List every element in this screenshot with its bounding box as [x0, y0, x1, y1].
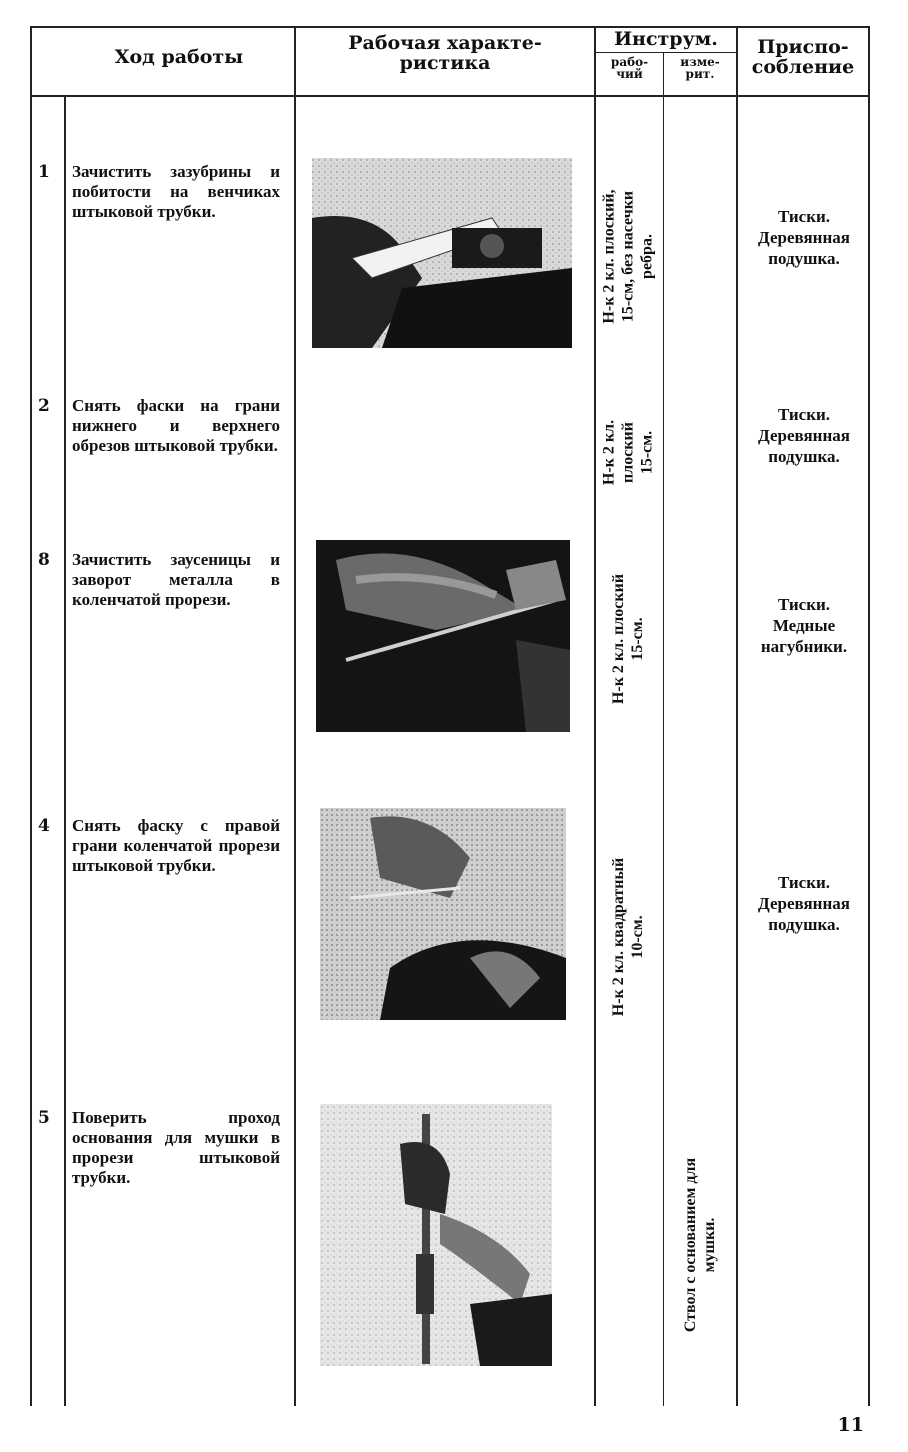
table-top-border	[30, 26, 870, 28]
row-1-photo	[312, 158, 572, 348]
header-instrument-measuring: измe- рит.	[680, 55, 720, 81]
row-2-description: Снять фаски на грани нижнего и верхнего обрезов штыковой трубки.	[72, 396, 280, 455]
header-bottom-border	[30, 95, 870, 97]
header-fixture: Приспо- собление	[751, 36, 855, 78]
header-instrument-working: рабо- чий	[610, 55, 649, 81]
row-3-photo	[316, 540, 570, 732]
row-4-tool: Н-к 2 кл. квадратный 10-см.	[610, 857, 646, 1017]
header-work-progress: Ход работы	[114, 46, 244, 68]
row-2-number: 2	[38, 396, 50, 416]
row-4-number: 4	[38, 816, 50, 836]
number-column-divider	[64, 95, 66, 1406]
row-5-description: Поверить проход основания для мушки в прорези штыковой трубки.	[72, 1108, 280, 1187]
header-work-characteristic: Рабочая характе- ристика	[348, 32, 542, 74]
row-1-tool: Н-к 2 кл. плоский, 15-см, без насечки ребра.	[600, 189, 656, 324]
row-4-photo	[320, 808, 566, 1020]
row-3-number: 8	[38, 550, 50, 570]
row-5-measuring-tool: Ствол с основанием для мушки.	[682, 1157, 718, 1333]
row-3-fixture: Тиски. Медные нагубники.	[760, 595, 848, 656]
row-1-fixture: Тиски. Деревянная подушка.	[758, 207, 850, 268]
instrument-column-divider	[736, 26, 738, 1406]
photo-column-divider	[594, 26, 596, 1406]
row-1-description: Зачистить зазубрины и побитости на венчиках штыковой трубки.	[72, 162, 280, 221]
header-instrument: Инструм.	[614, 28, 718, 50]
table-left-border	[30, 26, 32, 1406]
row-5-photo	[320, 1104, 552, 1366]
row-4-description: Снять фаску с правой грани коленчатой прорези штыковой трубки.	[72, 816, 280, 875]
row-3-description: Зачистить заусеницы и заворот металла в коленчатой прорези.	[72, 550, 280, 609]
page-number: 11	[837, 1414, 864, 1436]
tool-subcolumn-divider	[663, 52, 664, 1406]
row-2-tool: Н-к 2 кл. плоский 15-см.	[600, 419, 656, 486]
row-5-number: 5	[38, 1108, 50, 1128]
work-column-divider	[294, 26, 296, 1406]
row-2-fixture: Тиски. Деревянная подушка.	[758, 405, 850, 466]
row-1-number: 1	[38, 162, 50, 182]
instrument-header-divider	[596, 52, 736, 53]
table-right-border	[868, 26, 870, 1406]
row-3-tool: Н-к 2 кл. плоский 15-см.	[610, 573, 646, 705]
row-4-fixture: Тиски. Деревянная подушка.	[758, 873, 850, 934]
